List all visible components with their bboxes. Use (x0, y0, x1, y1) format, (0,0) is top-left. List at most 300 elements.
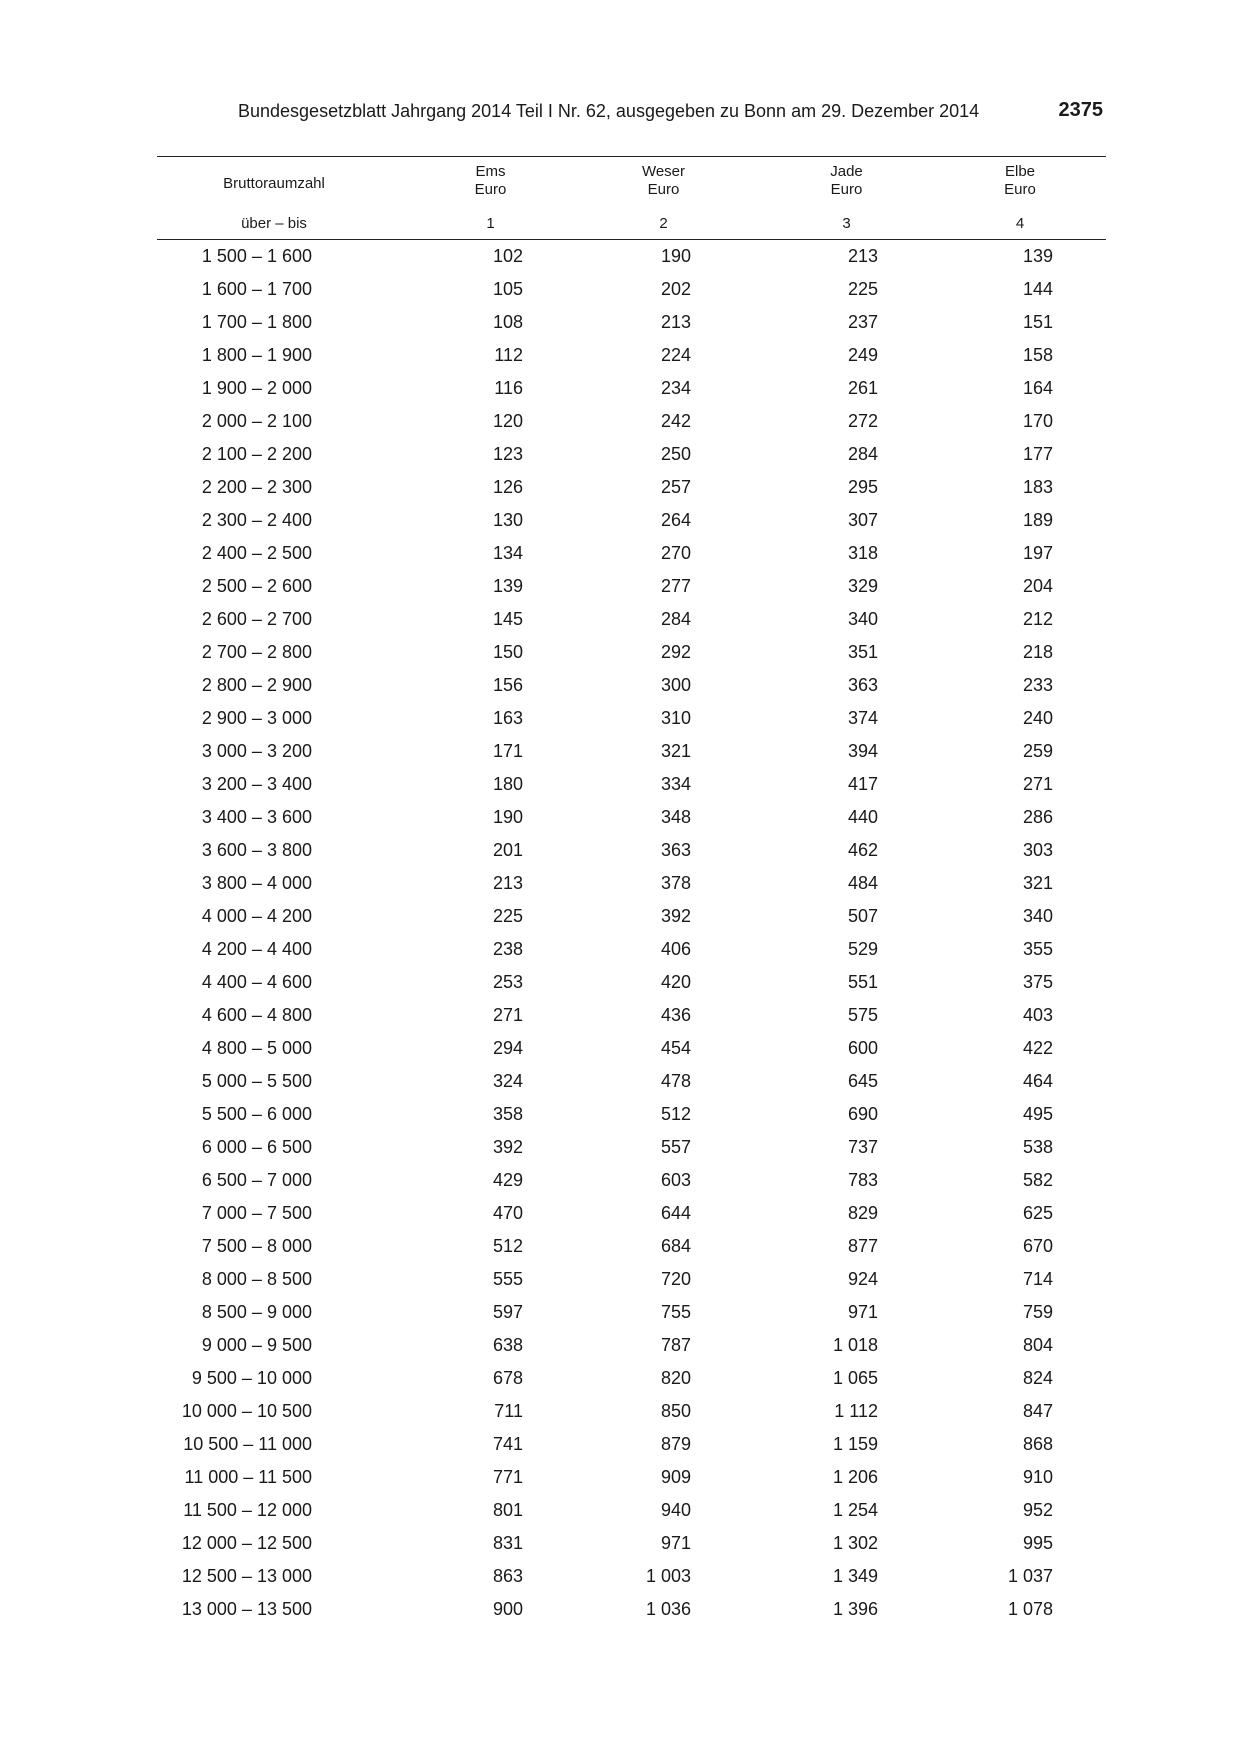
running-title: Bundesgesetzblatt Jahrgang 2014 Teil I Nr. 62, ausgegeben zu Bonn am 29. Dezember 2014 (238, 101, 980, 121)
weser-cell (568, 339, 759, 372)
weser-cell (568, 999, 759, 1032)
weser-cell (568, 1098, 759, 1131)
jade-cell-value: 1 018 (832, 1335, 878, 1355)
range-cell (157, 1131, 413, 1164)
elbe-cell (934, 306, 1106, 339)
range-cell (157, 834, 413, 867)
range-cell-value: 11 000 – 11 500 (184, 1467, 312, 1487)
elbe-cell (934, 1164, 1106, 1197)
range-cell-value: 7 500 – 8 000 (201, 1236, 312, 1256)
table-row (157, 1461, 1106, 1494)
ems-cell-value: 470 (492, 1203, 523, 1223)
range-cell (157, 1197, 413, 1230)
weser-cell-value: 190 (660, 246, 691, 266)
jade-cell (759, 735, 934, 768)
ems-cell-value: 512 (492, 1236, 523, 1256)
range-subheader (157, 211, 413, 240)
table-row (157, 1098, 1106, 1131)
elbe-cell-value: 340 (1022, 906, 1053, 926)
weser-cell (568, 372, 759, 405)
table-row (157, 1065, 1106, 1098)
range-cell-value: 4 600 – 4 800 (201, 1005, 312, 1025)
weser-cell (568, 900, 759, 933)
range-cell-value: 3 600 – 3 800 (201, 840, 312, 860)
column-index-2: 2 (568, 211, 759, 240)
ems-cell (413, 1296, 568, 1329)
range-cell-value: 2 500 – 2 600 (201, 576, 312, 596)
elbe-cell (934, 636, 1106, 669)
elbe-cell (934, 933, 1106, 966)
table-row (157, 735, 1106, 768)
table-row (157, 471, 1106, 504)
range-cell-value: 2 700 – 2 800 (201, 642, 312, 662)
jade-cell-value: 529 (847, 939, 878, 959)
jade-cell (759, 537, 934, 570)
ems-cell-value: 126 (492, 477, 523, 497)
elbe-cell-value: 177 (1022, 444, 1053, 464)
range-cell (157, 504, 413, 537)
range-cell-value: 4 800 – 5 000 (201, 1038, 312, 1058)
ems-cell (413, 834, 568, 867)
jade-cell-value: 783 (847, 1170, 878, 1190)
ems-cell-value: 134 (492, 543, 523, 563)
elbe-cell-value: 804 (1022, 1335, 1053, 1355)
range-cell (157, 405, 413, 438)
range-cell-value: 10 000 – 10 500 (181, 1401, 312, 1421)
weser-cell (568, 273, 759, 306)
range-cell-value: 12 000 – 12 500 (181, 1533, 312, 1553)
weser-cell-value: 820 (660, 1368, 691, 1388)
jade-cell (759, 801, 934, 834)
range-cell-value: 12 500 – 13 000 (181, 1566, 312, 1586)
range-cell (157, 1560, 413, 1593)
weser-cell-value: 850 (660, 1401, 691, 1421)
range-cell-value: 2 300 – 2 400 (201, 510, 312, 530)
ems-cell (413, 1428, 568, 1461)
ems-cell-value: 105 (492, 279, 523, 299)
jade-cell-value: 1 065 (832, 1368, 878, 1388)
table-row (157, 1362, 1106, 1395)
weser-cell (568, 768, 759, 801)
weser-cell-value: 234 (660, 378, 691, 398)
ems-cell (413, 438, 568, 471)
jade-cell-value: 318 (847, 543, 878, 563)
jade-cell (759, 570, 934, 603)
range-cell (157, 1593, 413, 1626)
table-row (157, 966, 1106, 999)
range-cell-value: 2 900 – 3 000 (201, 708, 312, 728)
range-cell (157, 1164, 413, 1197)
weser-cell (568, 1362, 759, 1395)
ems-cell-value: 225 (492, 906, 523, 926)
ems-cell (413, 867, 568, 900)
jade-cell-value: 829 (847, 1203, 878, 1223)
jade-cell-value: 1 254 (832, 1500, 878, 1520)
ems-cell (413, 372, 568, 405)
weser-cell-value: 971 (660, 1533, 691, 1553)
elbe-cell-value: 189 (1022, 510, 1053, 530)
weser-cell (568, 702, 759, 735)
jade-cell (759, 1329, 934, 1362)
weser-cell-value: 292 (660, 642, 691, 662)
weser-cell (568, 1164, 759, 1197)
jade-cell-value: 1 206 (832, 1467, 878, 1487)
weser-cell-value: 300 (660, 675, 691, 695)
range-cell-value: 4 200 – 4 400 (201, 939, 312, 959)
elbe-cell (934, 471, 1106, 504)
weser-cell (568, 438, 759, 471)
range-cell (157, 1098, 413, 1131)
weser-cell (568, 1296, 759, 1329)
jade-cell-value: 340 (847, 609, 878, 629)
range-cell-value: 2 100 – 2 200 (201, 444, 312, 464)
range-cell (157, 1428, 413, 1461)
elbe-cell-value: 218 (1022, 642, 1053, 662)
column-name: Bruttoraumzahl (223, 175, 325, 192)
jade-cell (759, 1230, 934, 1263)
elbe-cell-value: 495 (1022, 1104, 1053, 1124)
range-cell-value: 3 000 – 3 200 (201, 741, 312, 761)
elbe-cell-value: 170 (1022, 411, 1053, 431)
weser-cell-value: 284 (660, 609, 691, 629)
ems-cell-value: 213 (492, 873, 523, 893)
elbe-cell-value: 910 (1022, 1467, 1053, 1487)
ems-cell (413, 1230, 568, 1263)
range-cell-value: 3 400 – 3 600 (201, 807, 312, 827)
ems-cell-value: 145 (492, 609, 523, 629)
ems-cell-value: 238 (492, 939, 523, 959)
jade-cell (759, 966, 934, 999)
ems-cell (413, 669, 568, 702)
elbe-cell-value: 183 (1022, 477, 1053, 497)
table-row (157, 1395, 1106, 1428)
weser-cell-value: 879 (660, 1434, 691, 1454)
weser-cell-value: 909 (660, 1467, 691, 1487)
weser-cell (568, 669, 759, 702)
elbe-cell-value: 375 (1022, 972, 1053, 992)
weser-cell (568, 1461, 759, 1494)
weser-cell (568, 405, 759, 438)
elbe-cell-value: 670 (1022, 1236, 1053, 1256)
elbe-cell-value: 233 (1022, 675, 1053, 695)
elbe-cell (934, 1098, 1106, 1131)
range-cell (157, 669, 413, 702)
elbe-cell (934, 339, 1106, 372)
ems-cell (413, 1164, 568, 1197)
table-row (157, 801, 1106, 834)
elbe-cell (934, 966, 1106, 999)
range-cell (157, 306, 413, 339)
range-cell-value: 4 400 – 4 600 (201, 972, 312, 992)
weser-cell-value: 755 (660, 1302, 691, 1322)
jade-cell-value: 351 (847, 642, 878, 662)
range-cell (157, 900, 413, 933)
elbe-cell-value: 286 (1022, 807, 1053, 827)
ems-cell-value: 123 (492, 444, 523, 464)
tariff-table (157, 156, 1106, 1626)
column-header-ems (413, 157, 568, 212)
weser-cell-value: 436 (660, 1005, 691, 1025)
jade-cell-value: 737 (847, 1137, 878, 1157)
elbe-cell (934, 1395, 1106, 1428)
range-cell (157, 1362, 413, 1395)
jade-cell-value: 440 (847, 807, 878, 827)
weser-cell-value: 257 (660, 477, 691, 497)
ems-cell (413, 1032, 568, 1065)
table-row (157, 273, 1106, 306)
range-cell-value: 2 200 – 2 300 (201, 477, 312, 497)
range-cell-value: 1 500 – 1 600 (201, 246, 312, 266)
elbe-cell (934, 1197, 1106, 1230)
range-cell (157, 240, 413, 274)
jade-cell (759, 900, 934, 933)
jade-cell (759, 1131, 934, 1164)
range-cell-value: 1 800 – 1 900 (201, 345, 312, 365)
ems-cell (413, 1065, 568, 1098)
ems-cell (413, 1494, 568, 1527)
ems-cell (413, 1263, 568, 1296)
jade-cell (759, 1560, 934, 1593)
ems-cell (413, 273, 568, 306)
weser-cell (568, 537, 759, 570)
table-row (157, 504, 1106, 537)
weser-cell-value: 644 (660, 1203, 691, 1223)
jade-cell-value: 272 (847, 411, 878, 431)
range-cell-value: 4 000 – 4 200 (201, 906, 312, 926)
elbe-cell (934, 1131, 1106, 1164)
range-cell-value: 5 500 – 6 000 (201, 1104, 312, 1124)
weser-cell-value: 420 (660, 972, 691, 992)
range-cell-value: 8 000 – 8 500 (201, 1269, 312, 1289)
table-row (157, 636, 1106, 669)
ems-cell (413, 1362, 568, 1395)
elbe-cell-value: 164 (1022, 378, 1053, 398)
range-cell-value: 3 800 – 4 000 (201, 873, 312, 893)
jade-cell-value: 363 (847, 675, 878, 695)
ems-cell-value: 429 (492, 1170, 523, 1190)
ems-cell (413, 735, 568, 768)
table-row (157, 999, 1106, 1032)
table-index-row (157, 211, 1106, 240)
weser-cell (568, 933, 759, 966)
table-row (157, 867, 1106, 900)
range-cell (157, 636, 413, 669)
elbe-cell (934, 900, 1106, 933)
weser-cell (568, 867, 759, 900)
jade-cell-value: 394 (847, 741, 878, 761)
table-row (157, 339, 1106, 372)
weser-cell (568, 1527, 759, 1560)
elbe-cell (934, 1527, 1106, 1560)
elbe-cell (934, 735, 1106, 768)
ems-cell (413, 900, 568, 933)
weser-cell (568, 570, 759, 603)
jade-cell-value: 1 349 (832, 1566, 878, 1586)
range-cell (157, 1296, 413, 1329)
ems-cell-value: 253 (492, 972, 523, 992)
table-row (157, 768, 1106, 801)
table-row (157, 1329, 1106, 1362)
weser-cell-value: 454 (660, 1038, 691, 1058)
page-number: 2375 (1058, 99, 1103, 121)
jade-cell (759, 1428, 934, 1461)
jade-cell (759, 1461, 934, 1494)
elbe-cell-value: 321 (1022, 873, 1053, 893)
ems-cell-value: 130 (492, 510, 523, 530)
ems-cell-value: 180 (492, 774, 523, 794)
column-unit: Euro (1004, 181, 1036, 198)
elbe-cell-value: 1 037 (1007, 1566, 1053, 1586)
ems-cell-value: 597 (492, 1302, 523, 1322)
range-cell (157, 273, 413, 306)
range-subheader-label: über – bis (241, 214, 307, 232)
elbe-cell (934, 537, 1106, 570)
ems-cell (413, 1395, 568, 1428)
range-cell-value: 1 600 – 1 700 (201, 279, 312, 299)
elbe-cell (934, 372, 1106, 405)
jade-cell (759, 1032, 934, 1065)
ems-cell-value: 201 (492, 840, 523, 860)
column-name: Elbe (1004, 163, 1036, 180)
elbe-cell-value: 952 (1022, 1500, 1053, 1520)
jade-cell (759, 1362, 934, 1395)
ems-cell-value: 112 (494, 345, 523, 365)
jade-cell-value: 1 159 (832, 1434, 878, 1454)
jade-cell-value: 971 (847, 1302, 878, 1322)
range-cell-value: 2 000 – 2 100 (201, 411, 312, 431)
weser-cell (568, 735, 759, 768)
elbe-cell (934, 1593, 1106, 1626)
jade-cell (759, 768, 934, 801)
table-row (157, 1494, 1106, 1527)
range-cell-value: 13 000 – 13 500 (181, 1599, 312, 1619)
elbe-cell-value: 151 (1022, 312, 1053, 332)
table-row (157, 1131, 1106, 1164)
jade-cell (759, 1593, 934, 1626)
weser-cell (568, 636, 759, 669)
ems-cell (413, 933, 568, 966)
jade-cell-value: 284 (847, 444, 878, 464)
ems-cell-value: 831 (492, 1533, 523, 1553)
weser-cell-value: 684 (660, 1236, 691, 1256)
jade-cell (759, 1527, 934, 1560)
range-cell (157, 735, 413, 768)
table-row (157, 1560, 1106, 1593)
jade-cell-value: 225 (847, 279, 878, 299)
elbe-cell (934, 273, 1106, 306)
elbe-cell (934, 1296, 1106, 1329)
jade-cell-value: 1 302 (832, 1533, 878, 1553)
elbe-cell-value: 240 (1022, 708, 1053, 728)
range-cell (157, 933, 413, 966)
ems-cell-value: 638 (492, 1335, 523, 1355)
range-cell-value: 11 500 – 12 000 (183, 1500, 312, 1520)
elbe-cell (934, 1461, 1106, 1494)
elbe-cell-value: 271 (1022, 774, 1053, 794)
jade-cell (759, 1296, 934, 1329)
range-cell-value: 6 500 – 7 000 (201, 1170, 312, 1190)
weser-cell (568, 1329, 759, 1362)
jade-cell (759, 405, 934, 438)
range-cell-value: 6 000 – 6 500 (201, 1137, 312, 1157)
ems-cell-value: 139 (492, 576, 523, 596)
weser-cell (568, 504, 759, 537)
weser-cell (568, 1560, 759, 1593)
range-cell (157, 966, 413, 999)
range-cell-value: 8 500 – 9 000 (201, 1302, 312, 1322)
ems-cell (413, 1461, 568, 1494)
ems-cell-value: 324 (492, 1071, 523, 1091)
ems-cell (413, 471, 568, 504)
range-cell (157, 1527, 413, 1560)
ems-cell (413, 537, 568, 570)
jade-cell-value: 374 (847, 708, 878, 728)
ems-cell-value: 555 (492, 1269, 523, 1289)
elbe-cell-value: 212 (1022, 609, 1053, 629)
elbe-cell-value: 995 (1022, 1533, 1053, 1553)
ems-cell (413, 966, 568, 999)
jade-cell (759, 834, 934, 867)
table-row (157, 438, 1106, 471)
jade-cell-value: 600 (847, 1038, 878, 1058)
range-cell-value: 7 000 – 7 500 (201, 1203, 312, 1223)
column-name: Ems (475, 163, 506, 180)
range-cell (157, 1065, 413, 1098)
table-row (157, 1032, 1106, 1065)
jade-cell (759, 702, 934, 735)
elbe-cell (934, 669, 1106, 702)
ems-cell (413, 306, 568, 339)
elbe-cell (934, 867, 1106, 900)
jade-cell-value: 295 (847, 477, 878, 497)
table-row (157, 240, 1106, 274)
jade-cell (759, 372, 934, 405)
weser-cell-value: 202 (660, 279, 691, 299)
jade-cell (759, 273, 934, 306)
table-row (157, 900, 1106, 933)
jade-cell-value: 924 (847, 1269, 878, 1289)
weser-cell-value: 310 (660, 708, 691, 728)
weser-cell-value: 270 (660, 543, 691, 563)
ems-cell (413, 768, 568, 801)
ems-cell-value: 358 (492, 1104, 523, 1124)
ems-cell-value: 116 (494, 378, 523, 398)
table-row (157, 1593, 1106, 1626)
jade-cell (759, 603, 934, 636)
weser-cell-value: 277 (660, 576, 691, 596)
jade-cell-value: 1 396 (832, 1599, 878, 1619)
elbe-cell-value: 403 (1022, 1005, 1053, 1025)
elbe-cell (934, 702, 1106, 735)
ems-cell (413, 405, 568, 438)
weser-cell (568, 1131, 759, 1164)
jade-cell-value: 484 (847, 873, 878, 893)
weser-cell-value: 512 (660, 1104, 691, 1124)
elbe-cell-value: 824 (1022, 1368, 1053, 1388)
column-header-jade (759, 157, 934, 212)
ems-cell-value: 801 (492, 1500, 523, 1520)
table-row (157, 1296, 1106, 1329)
table-row (157, 834, 1106, 867)
elbe-cell (934, 999, 1106, 1032)
ems-cell-value: 771 (492, 1467, 523, 1487)
jade-cell-value: 307 (847, 510, 878, 530)
table-row (157, 1164, 1106, 1197)
weser-cell (568, 1428, 759, 1461)
weser-cell (568, 1494, 759, 1527)
weser-cell-value: 720 (660, 1269, 691, 1289)
elbe-cell (934, 438, 1106, 471)
